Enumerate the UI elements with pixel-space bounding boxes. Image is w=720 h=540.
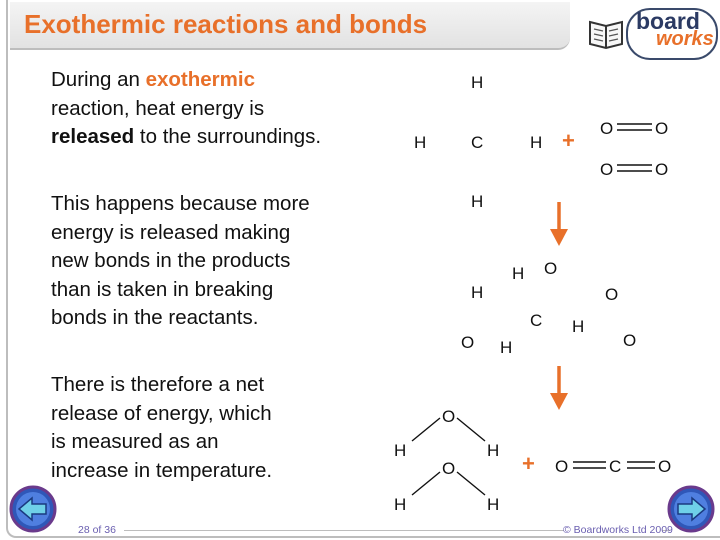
text: During an: [51, 68, 146, 91]
atom-o: O: [655, 119, 669, 138]
separated-atoms: [461, 259, 636, 357]
page-counter: 28 of 36: [78, 524, 116, 536]
atom-h: H: [471, 73, 484, 92]
atom-h: H: [572, 317, 585, 336]
para3-line: There is therefore a net: [51, 373, 265, 396]
atom-o: O: [600, 119, 614, 138]
atom-h: H: [394, 495, 407, 514]
atom-o: O: [600, 160, 614, 179]
para3-line: release of energy, which: [51, 401, 272, 425]
atom-h: H: [414, 133, 427, 152]
footer-divider: [124, 530, 564, 531]
atom-c: C: [530, 311, 543, 330]
highlight-exothermic: exothermic: [145, 68, 255, 91]
atom-o: O: [442, 407, 456, 426]
copyright: © Boardworks Ltd 2009: [563, 524, 673, 536]
para1-line2: reaction, heat energy is: [51, 96, 265, 120]
plus-sign: +: [562, 128, 575, 153]
methane-molecule: [414, 73, 542, 211]
logo-text-works: works: [656, 28, 714, 50]
atom-o: O: [555, 457, 569, 476]
atom-o: O: [461, 333, 475, 352]
atom-o: O: [623, 331, 637, 350]
atom-o: O: [655, 160, 669, 179]
atom-c: C: [471, 133, 484, 152]
plus-sign: +: [522, 451, 535, 476]
para2-line: than is taken in breaking: [51, 277, 274, 301]
logo-text-board: board: [636, 8, 700, 34]
atom-o: O: [442, 459, 456, 478]
atom-h: H: [487, 495, 500, 514]
atom-o: O: [605, 285, 619, 304]
para2-line: bonds in the reactants.: [51, 306, 259, 329]
atom-h: H: [530, 133, 543, 152]
down-arrow-icon: [550, 366, 568, 410]
back-arrow-icon: [8, 484, 58, 534]
para2-line: new bonds in the products: [51, 249, 291, 272]
atom-o: O: [658, 457, 672, 476]
oxygen-molecules: [600, 119, 668, 179]
para3-line: increase in temperature.: [51, 458, 273, 482]
atom-h: H: [471, 283, 484, 302]
next-slide-button[interactable]: [666, 484, 716, 534]
atom-h: H: [394, 441, 407, 460]
atom-h: H: [471, 192, 484, 211]
para2-line: This happens because more: [51, 192, 310, 215]
slide-title: Exothermic reactions and bonds: [24, 9, 428, 39]
para3-line: is measured as an: [51, 430, 219, 453]
atom-h: H: [487, 441, 500, 460]
para2-line: energy is released making: [51, 220, 291, 244]
atom-c: C: [609, 457, 622, 476]
atom-h: H: [500, 338, 513, 357]
down-arrow-icon: [550, 202, 568, 246]
previous-slide-button[interactable]: [8, 484, 58, 534]
text: to the surroundings.: [134, 125, 322, 148]
atom-o: O: [544, 259, 558, 278]
water-molecules: [394, 407, 499, 514]
carbon-dioxide-molecule: [555, 457, 671, 476]
atom-h: H: [512, 264, 525, 283]
bold-released: released: [51, 125, 135, 148]
forward-arrow-icon: [666, 484, 716, 534]
